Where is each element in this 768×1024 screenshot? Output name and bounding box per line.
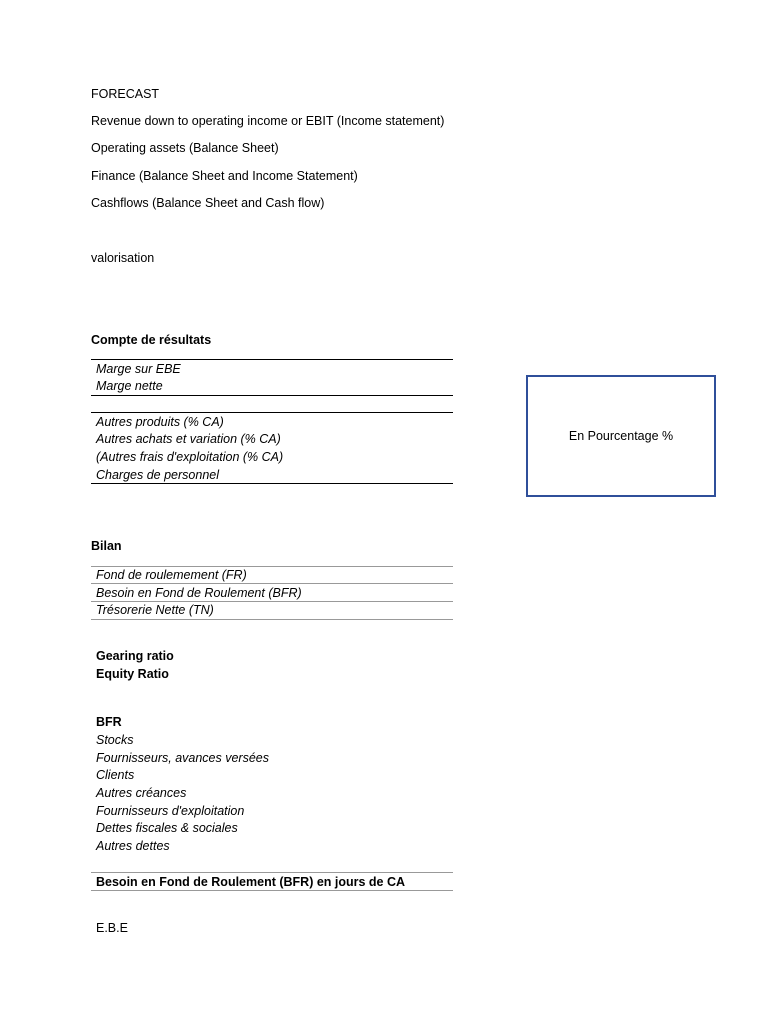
equity-ratio: Equity Ratio [96, 667, 169, 681]
bfr-title: BFR [96, 715, 122, 729]
percentage-box-label: En Pourcentage % [568, 429, 674, 443]
table-rule [91, 412, 453, 413]
bilan-row: Trésorerie Nette (TN) [96, 603, 214, 617]
bilan-row: Besoin en Fond de Roulement (BFR) [96, 586, 302, 600]
valorisation-label: valorisation [91, 251, 155, 265]
table-rule [91, 483, 453, 484]
compte-row: Marge nette [96, 379, 163, 393]
compte-title: Compte de résultats [91, 333, 212, 347]
bilan-title: Bilan [91, 539, 122, 553]
bilan-row: Fond de roulemement (FR) [96, 568, 247, 582]
ebe-label: E.B.E [96, 921, 128, 935]
compte-row: Charges de personnel [96, 468, 219, 482]
table-rule [91, 890, 453, 891]
bfr-item: Autres dettes [96, 839, 170, 853]
bfr-item: Stocks [96, 733, 134, 747]
compte-row: Marge sur EBE [96, 362, 181, 376]
bfr-item: Dettes fiscales & sociales [96, 821, 238, 835]
percentage-box [526, 375, 716, 497]
table-rule [91, 395, 453, 396]
intro-item: Cashflows (Balance Sheet and Cash flow) [91, 196, 325, 210]
table-rule [91, 619, 453, 620]
table-rule [91, 872, 453, 873]
forecast-heading: FORECAST [91, 87, 160, 101]
compte-row: (Autres frais d'exploitation (% CA) [96, 450, 284, 464]
intro-item: Finance (Balance Sheet and Income Statement) [91, 169, 358, 183]
compte-row: Autres achats et variation (% CA) [96, 432, 281, 446]
compte-row: Autres produits (% CA) [96, 415, 224, 429]
bfr-item: Fournisseurs d'exploitation [96, 804, 245, 818]
bfr-item: Autres créances [96, 786, 187, 800]
intro-item: Operating assets (Balance Sheet) [91, 141, 279, 155]
gearing-ratio: Gearing ratio [96, 649, 174, 663]
bfr-item: Fournisseurs, avances versées [96, 751, 269, 765]
table-rule [91, 359, 453, 360]
intro-item: Revenue down to operating income or EBIT (Income statement) [91, 114, 445, 128]
table-rule [91, 583, 453, 584]
bfr-jours: Besoin en Fond de Roulement (BFR) en jours de CA [96, 875, 406, 889]
bfr-item: Clients [96, 768, 135, 782]
